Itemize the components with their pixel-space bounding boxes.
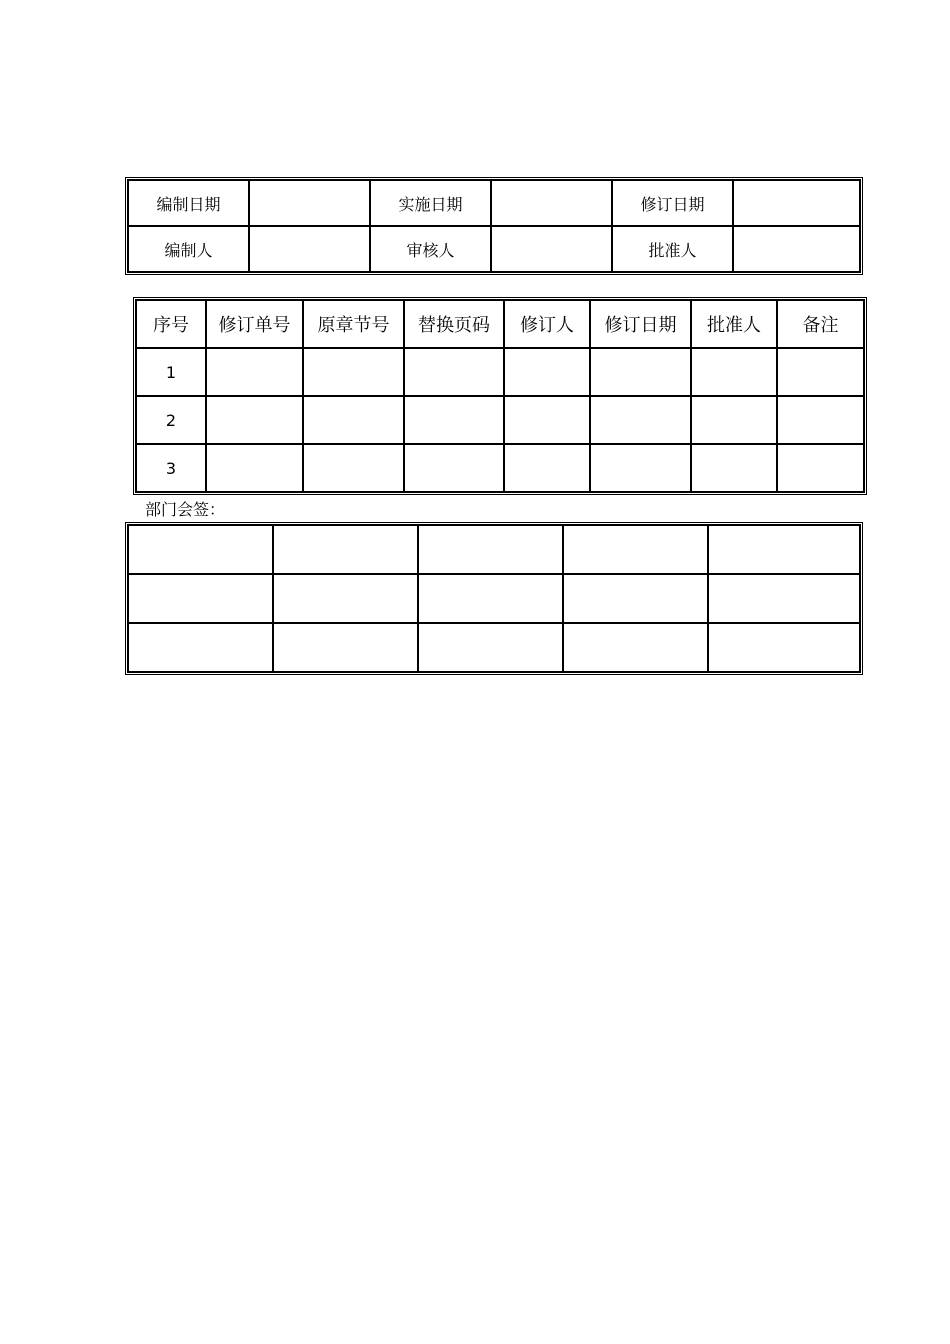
info-row xyxy=(128,180,860,226)
sign-cell[interactable] xyxy=(128,623,273,672)
revision-date-label: 修订日期 xyxy=(612,180,733,226)
table-row xyxy=(136,396,864,444)
table-row xyxy=(128,574,860,623)
compiler-field[interactable] xyxy=(249,226,370,272)
table-header-row xyxy=(136,300,864,348)
row-cell[interactable] xyxy=(404,348,504,396)
row-cell[interactable] xyxy=(206,396,303,444)
compiler-label: 编制人 xyxy=(128,226,249,272)
header-remark: 备注 xyxy=(777,300,864,348)
sign-cell[interactable] xyxy=(418,623,563,672)
header-original-section: 原章节号 xyxy=(303,300,404,348)
sign-cell[interactable] xyxy=(708,623,860,672)
table-row xyxy=(128,525,860,574)
dept-sign-label: 部门会签： xyxy=(145,500,226,519)
row-cell[interactable] xyxy=(691,348,777,396)
header-replaced-page: 替换页码 xyxy=(404,300,504,348)
row-serial-no: 3 xyxy=(136,444,206,492)
row-cell[interactable] xyxy=(206,444,303,492)
info-row xyxy=(128,226,860,272)
row-serial-no: 1 xyxy=(136,348,206,396)
row-cell[interactable] xyxy=(777,444,864,492)
table-row xyxy=(136,444,864,492)
row-cell[interactable] xyxy=(590,444,691,492)
compile-date-label: 编制日期 xyxy=(128,180,249,226)
row-cell[interactable] xyxy=(590,396,691,444)
row-cell[interactable] xyxy=(777,348,864,396)
approver-field[interactable] xyxy=(733,226,860,272)
header-revision-date: 修订日期 xyxy=(590,300,691,348)
effective-date-label: 实施日期 xyxy=(370,180,491,226)
table-row xyxy=(128,623,860,672)
sign-cell[interactable] xyxy=(128,574,273,623)
sign-cell[interactable] xyxy=(563,525,708,574)
row-cell[interactable] xyxy=(777,396,864,444)
info-table xyxy=(125,177,863,275)
row-cell[interactable] xyxy=(303,348,404,396)
sign-cell[interactable] xyxy=(708,574,860,623)
sign-cell[interactable] xyxy=(563,623,708,672)
reviewer-label: 审核人 xyxy=(370,226,491,272)
row-cell[interactable] xyxy=(691,396,777,444)
table-row xyxy=(136,348,864,396)
sign-cell[interactable] xyxy=(128,525,273,574)
revision-table xyxy=(133,297,867,495)
sign-cell[interactable] xyxy=(418,574,563,623)
compile-date-field[interactable] xyxy=(249,180,370,226)
row-cell[interactable] xyxy=(691,444,777,492)
row-cell[interactable] xyxy=(206,348,303,396)
header-approver: 批准人 xyxy=(691,300,777,348)
revision-date-field[interactable] xyxy=(733,180,860,226)
sign-cell[interactable] xyxy=(273,574,418,623)
dept-sign-table xyxy=(125,522,863,675)
row-cell[interactable] xyxy=(303,444,404,492)
row-cell[interactable] xyxy=(303,396,404,444)
row-cell[interactable] xyxy=(504,348,590,396)
approver-label: 批准人 xyxy=(612,226,733,272)
row-cell[interactable] xyxy=(404,444,504,492)
sign-cell[interactable] xyxy=(273,623,418,672)
header-reviser: 修订人 xyxy=(504,300,590,348)
sign-cell[interactable] xyxy=(708,525,860,574)
sign-cell[interactable] xyxy=(273,525,418,574)
row-cell[interactable] xyxy=(404,396,504,444)
row-serial-no: 2 xyxy=(136,396,206,444)
row-cell[interactable] xyxy=(504,444,590,492)
effective-date-field[interactable] xyxy=(491,180,612,226)
header-serial-no: 序号 xyxy=(136,300,206,348)
header-revision-order-no: 修订单号 xyxy=(206,300,303,348)
row-cell[interactable] xyxy=(590,348,691,396)
sign-cell[interactable] xyxy=(418,525,563,574)
reviewer-field[interactable] xyxy=(491,226,612,272)
row-cell[interactable] xyxy=(504,396,590,444)
sign-cell[interactable] xyxy=(563,574,708,623)
